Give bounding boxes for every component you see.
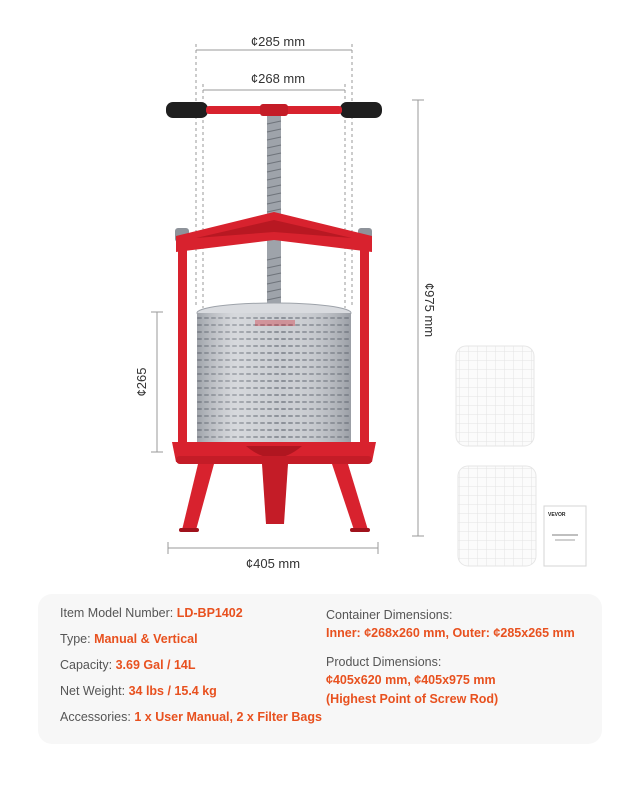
filter-bag-2 (458, 466, 536, 566)
spec-weight (60, 678, 340, 704)
spec-model (60, 600, 340, 626)
dimension-guides (151, 44, 424, 554)
manual-brand: VEVOR (548, 512, 566, 518)
user-manual (544, 506, 586, 566)
fruit-press-illustration (166, 102, 382, 532)
spec-weight-value: 34 lbs / 15.4 kg (128, 684, 217, 698)
spec-product-value-1: ¢405x620 mm, ¢405x975 mm (326, 673, 496, 687)
spec-card (38, 594, 602, 744)
outer-width-label: ¢285 mm (250, 34, 306, 49)
spec-list-left (60, 600, 340, 730)
spec-accessories-label: Accessories: (60, 710, 131, 724)
spec-capacity-value: 3.69 Gal / 14L (115, 658, 196, 672)
filter-bag-1 (456, 346, 534, 446)
basket-height-label: ¢265 (134, 367, 149, 397)
spec-capacity-label: Capacity: (60, 658, 113, 672)
spec-product-value-2: (Highest Point of Screw Rod) (326, 692, 499, 706)
spec-type-value: Manual & Vertical (94, 632, 198, 646)
spec-list-right (326, 600, 596, 709)
spec-product-label: Product Dimensions: (326, 655, 442, 669)
spec-model-label: Item Model Number: (60, 606, 174, 620)
inner-width-label: ¢268 mm (250, 71, 306, 86)
spec-type (60, 626, 340, 652)
spec-capacity (60, 652, 340, 678)
spec-accessories-value: 1 x User Manual, 2 x Filter Bags (134, 710, 322, 724)
spec-accessories (60, 704, 340, 730)
base-width-label: ¢405 mm (245, 556, 301, 571)
spec-weight-label: Net Weight: (60, 684, 126, 698)
spec-model-value: LD-BP1402 (176, 606, 243, 620)
spec-type-label: Type: (60, 632, 91, 646)
spec-container-label: Container Dimensions: (326, 608, 453, 622)
spec-container-value: Inner: ¢268x260 mm, Outer: ¢285x265 mm (326, 626, 575, 640)
total-height-label: ¢975 mm (422, 282, 437, 338)
